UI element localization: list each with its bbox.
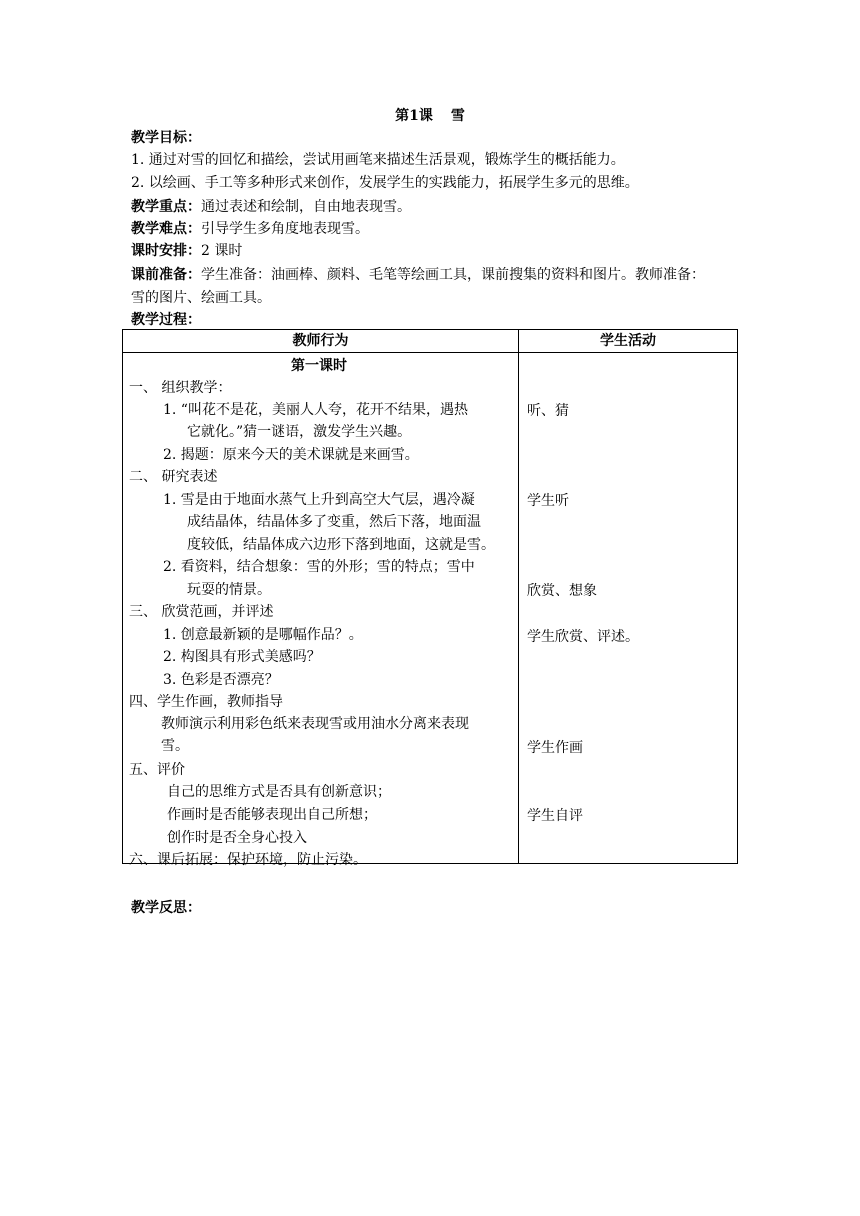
section-3-item-3: 3. 色彩是否漂亮？ bbox=[163, 672, 279, 688]
section-1-item-1-line-1: 1. “叫花不是花，美丽人人夸，花开不结果，遇热 bbox=[163, 402, 468, 418]
student-activity-2: 学生听 bbox=[527, 493, 569, 509]
section-5-heading: 五、评价 bbox=[129, 762, 185, 778]
schedule-row bbox=[131, 241, 741, 261]
lesson-number: 第1课 bbox=[395, 108, 433, 124]
lesson-topic: 雪 bbox=[450, 108, 465, 124]
header-student-activities: 学生活动 bbox=[519, 330, 738, 353]
section-2-item-1-line-2: 成结晶体，结晶体多了变重，然后下落，地面温 bbox=[187, 514, 481, 530]
preparation-text-1: 学生准备：油画棒、颜料、毛笔等绘画工具，课前搜集的资料和图片。教师准备： bbox=[201, 267, 705, 283]
section-2-item-1-line-3: 度较低，结晶体成六边形下落到地面，这就是雪。 bbox=[187, 537, 495, 553]
process-heading: 教学过程： bbox=[131, 312, 201, 328]
section-6-line: 六、课后拓展：保护环境，防止污染。 bbox=[129, 852, 367, 868]
lesson-process-table bbox=[122, 329, 738, 868]
preparation-row bbox=[131, 265, 741, 285]
difficulty-text: 引导学生多角度地表现雪。 bbox=[201, 221, 369, 237]
preparation-text-2: 雪的图片、绘画工具。 bbox=[131, 290, 271, 306]
section-5-item-2: 作画时是否能够表现出自己所想； bbox=[167, 807, 377, 823]
student-activity-3: 欣赏、想象 bbox=[527, 583, 597, 599]
table-body-row bbox=[123, 353, 738, 864]
student-activity-1: 听、猜 bbox=[527, 403, 569, 419]
section-3-heading: 三、 欣赏范画，并评述 bbox=[129, 604, 274, 620]
section-2-item-2-line-2: 玩耍的情景。 bbox=[187, 582, 271, 598]
section-2-heading: 二、 研究表述 bbox=[129, 469, 218, 485]
key-point-row bbox=[131, 197, 741, 217]
student-activity-6: 学生自评 bbox=[527, 808, 583, 824]
student-activity-5: 学生作画 bbox=[527, 740, 583, 756]
difficulty-label: 教学难点： bbox=[131, 221, 201, 237]
page-title bbox=[0, 106, 860, 126]
table-header-row bbox=[123, 330, 738, 353]
section-4-text-line-2: 雪。 bbox=[161, 738, 189, 754]
section-1-item-1-line-2: 它就化。”猜一谜语，激发学生兴趣。 bbox=[187, 424, 412, 440]
key-point-text: 通过表述和绘制，自由地表现雪。 bbox=[201, 199, 411, 215]
section-4-heading: 四、学生作画，教师指导 bbox=[129, 694, 283, 710]
section-1-heading: 一、 组织教学： bbox=[129, 380, 232, 396]
preparation-label: 课前准备： bbox=[131, 267, 201, 283]
schedule-text: 2 课时 bbox=[201, 243, 243, 259]
objectives-heading: 教学目标： bbox=[131, 130, 201, 146]
section-2-item-1-line-1: 1. 雪是由于地面水蒸气上升到高空大气层，遇冷凝 bbox=[163, 492, 475, 508]
objective-2: 2. 以绘画、手工等多种形式来创作，发展学生的实践能力，拓展学生多元的思维。 bbox=[131, 175, 639, 191]
section-1-item-2: 2. 揭题：原来今天的美术课就是来画雪。 bbox=[163, 447, 419, 463]
objective-1: 1. 通过对雪的回忆和描绘，尝试用画笔来描述生活景观，锻炼学生的概括能力。 bbox=[131, 152, 625, 168]
session-heading: 第一课时 bbox=[291, 358, 347, 374]
header-teacher-actions: 教师行为 bbox=[123, 330, 519, 353]
section-3-item-2: 2. 构图具有形式美感吗？ bbox=[163, 649, 321, 665]
section-5-item-3: 创作时是否全身心投入 bbox=[167, 830, 307, 846]
key-point-label: 教学重点： bbox=[131, 199, 201, 215]
reflection-heading: 教学反思： bbox=[131, 900, 201, 916]
section-2-item-2-line-1: 2. 看资料，结合想象：雪的外形；雪的特点；雪中 bbox=[163, 559, 475, 575]
section-5-item-1: 自己的思维方式是否具有创新意识； bbox=[167, 784, 391, 800]
schedule-label: 课时安排： bbox=[131, 243, 201, 259]
difficulty-row bbox=[131, 219, 741, 239]
section-3-item-1: 1. 创意最新颖的是哪幅作品？。 bbox=[163, 627, 363, 643]
student-activity-4: 学生欣赏、评述。 bbox=[527, 629, 639, 645]
teacher-actions-cell bbox=[123, 353, 519, 868]
section-4-text-line-1: 教师演示利用彩色纸来表现雪或用油水分离来表现 bbox=[161, 716, 469, 732]
student-activities-cell bbox=[519, 353, 738, 864]
